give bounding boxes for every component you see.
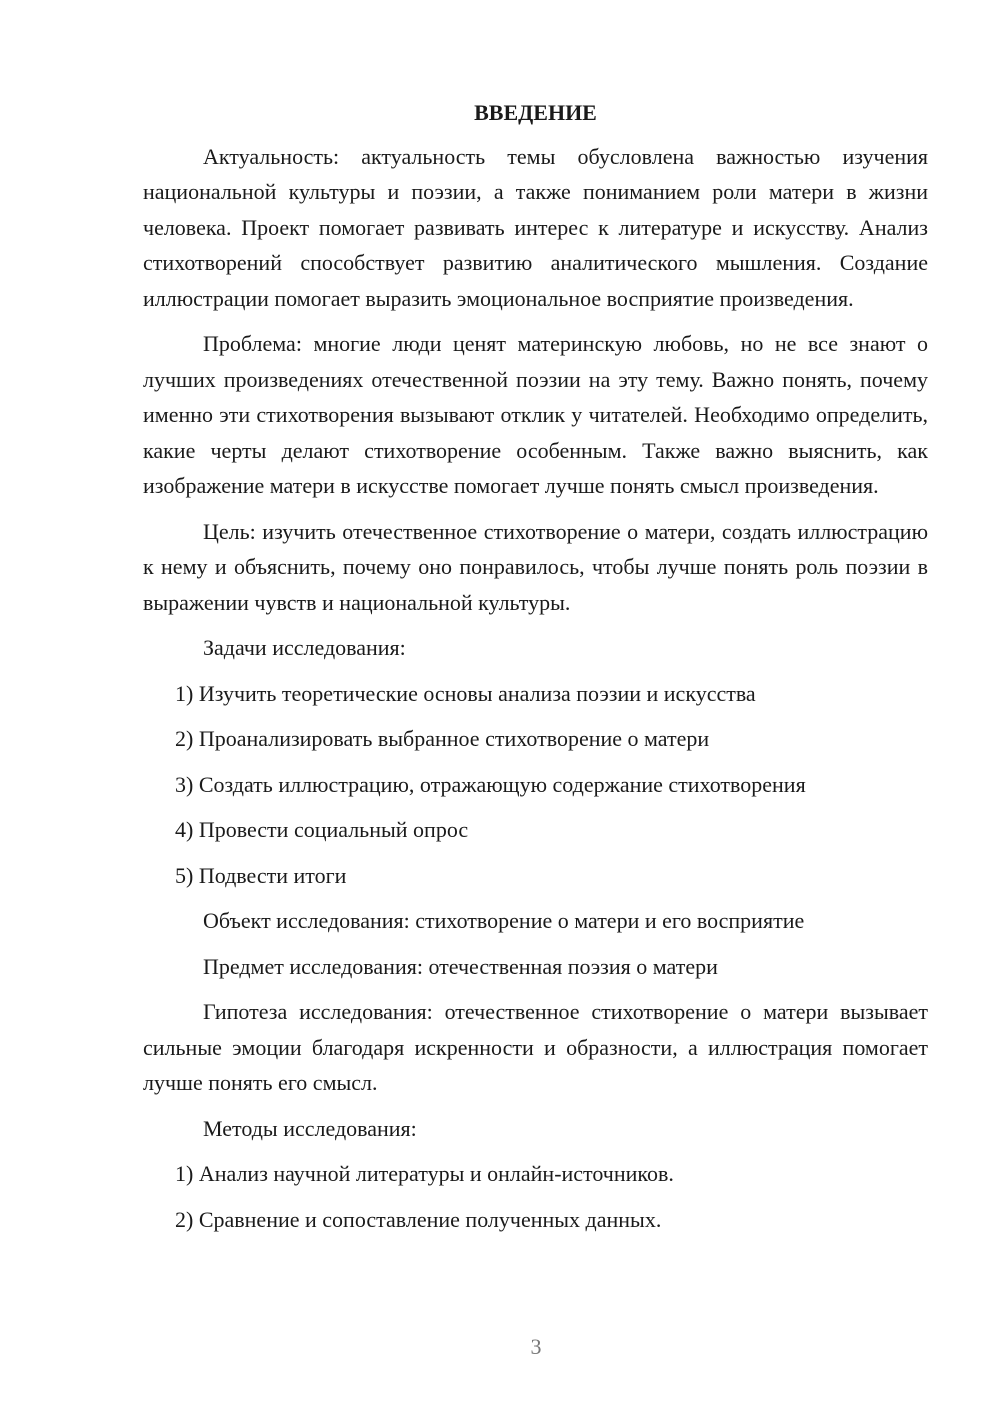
tasks-heading: Задачи исследования: [203, 635, 406, 660]
method-item: 1) Анализ научной литературы и онлайн-источников. [175, 1161, 674, 1186]
method-item: 2) Сравнение и сопоставление полученных данных. [175, 1206, 662, 1232]
page-content [143, 95, 928, 1247]
task-item: 5) Подвести итоги [175, 862, 347, 888]
problem-paragraph: Проблема: многие люди ценят материнскую любовь, но не все знают о лучших произведениях отечественной поэзии на эту тему. Важно понять, почему именно эти стихотворения вызывают отклик у читателей. Необходимо определить, какие черты делают стихотворение особенным. Также важно выяснить, как изображение матери в искусстве помогает лучше понять смысл произведения. [143, 331, 928, 498]
task-item: 1) Изучить теоретические основы анализа поэзии и искусства [175, 680, 756, 706]
relevance-paragraph: Актуальность: актуальность темы обусловлена важностью изучения национальной культуры и поэзии, а также пониманием роли матери в жизни человека. Проект помогает развивать интерес к литературе и искусству. Анализ стихотворений способствует развитию аналитического мышления. Создание иллюстрации помогает выразить эмоциональное восприятие произведения. [143, 143, 928, 311]
subject-line: Предмет исследования: отечественная поэзия о матери [203, 953, 718, 979]
task-item: 2) Проанализировать выбранное стихотворение о матери [175, 726, 710, 751]
methods-heading: Методы исследования: [203, 1115, 417, 1141]
task-item: 4) Провести социальный опрос [175, 817, 469, 842]
goal-paragraph: Цель: изучить отечественное стихотворение о матери, создать иллюстрацию к нему и объяснить, почему оно понравилось, чтобы лучше понять роль поэзии в выражении чувств и национальной культуры. [143, 518, 928, 615]
hypothesis-paragraph: Гипотеза исследования: отечественное стихотворение о матери вызывает сильные эмоции благодаря искренности и образности, а иллюстрация помогает лучше понять его смысл. [143, 999, 928, 1095]
object-line: Объект исследования: стихотворение о матери и его восприятие [203, 908, 805, 933]
task-item: 3) Создать иллюстрацию, отражающую содержание стихотворения [175, 771, 806, 797]
page-number: 3 [530, 1334, 542, 1359]
section-title: ВВЕДЕНИЕ [474, 100, 597, 125]
